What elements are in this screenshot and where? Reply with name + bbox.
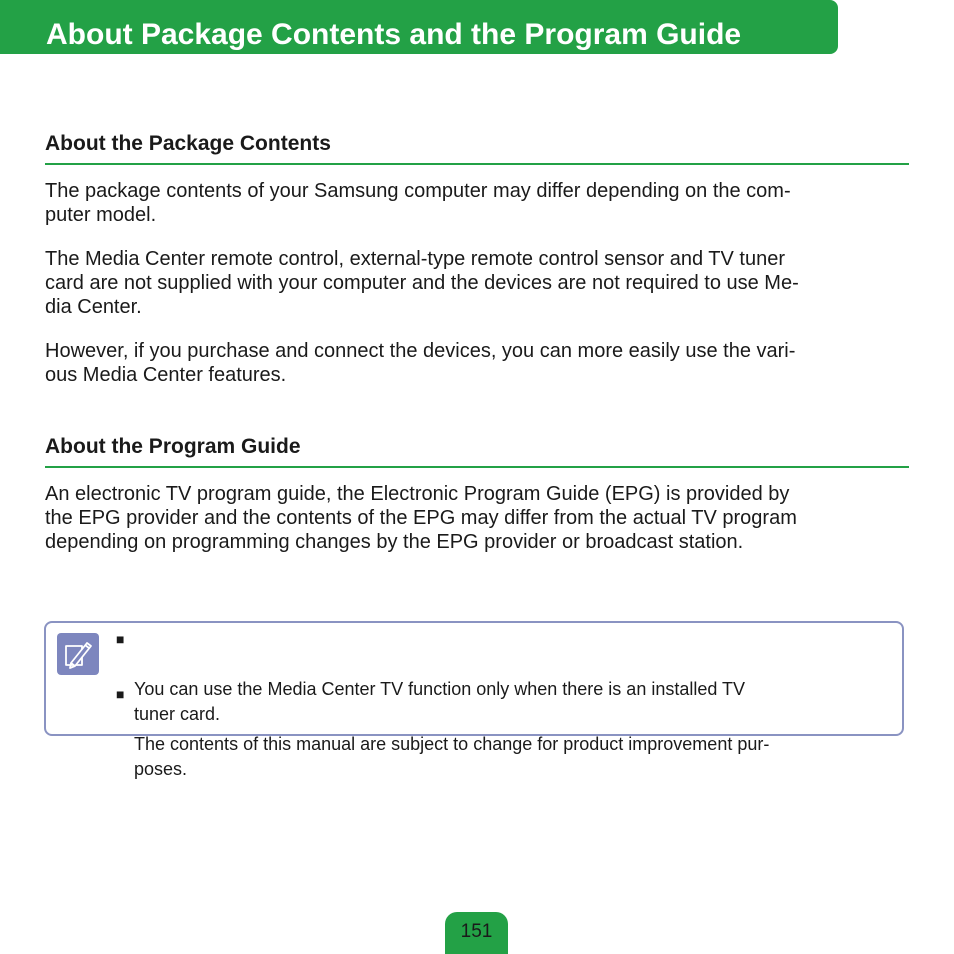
note-box	[44, 621, 904, 779]
bullet-icon: ■	[116, 631, 125, 647]
page-number-tab	[445, 912, 508, 954]
paragraph-package-3: However, if you purchase and connect the devices, you can more easily use the vari- ous Media Center features.	[45, 340, 796, 386]
section-package-contents	[45, 131, 909, 407]
title-bar	[0, 0, 838, 54]
note-text: You can use the Media Center TV function only when there is an installed TV tuner card.	[134, 679, 746, 724]
pencil-note-icon	[57, 633, 99, 675]
paragraph-package-1: The package contents of your Samsung computer may differ depending on the com- puter model.	[45, 180, 791, 226]
section-heading-package-contents: About the Package Contents	[45, 131, 909, 165]
page-number: 151	[460, 921, 493, 942]
note-text: The contents of this manual are subject to change for product improvement pur- poses.	[134, 734, 770, 779]
bullet-icon: ■	[116, 686, 125, 702]
section-program-guide	[45, 434, 909, 574]
paragraph-package-2: The Media Center remote control, external-type remote control sensor and TV tuner card are not supplied with your computer and the devices are not required to use Me- dia Center.	[45, 248, 799, 318]
page-title: About Package Contents and the Program Guide	[46, 18, 742, 51]
note-item	[116, 682, 886, 807]
section-heading-program-guide: About the Program Guide	[45, 434, 909, 468]
paragraph-program-1: An electronic TV program guide, the Electronic Program Guide (EPG) is provided by the EPG provider and the contents of the EPG may differ from the actual TV program depending on programming changes by the EPG provider or broadcast station.	[45, 483, 797, 553]
